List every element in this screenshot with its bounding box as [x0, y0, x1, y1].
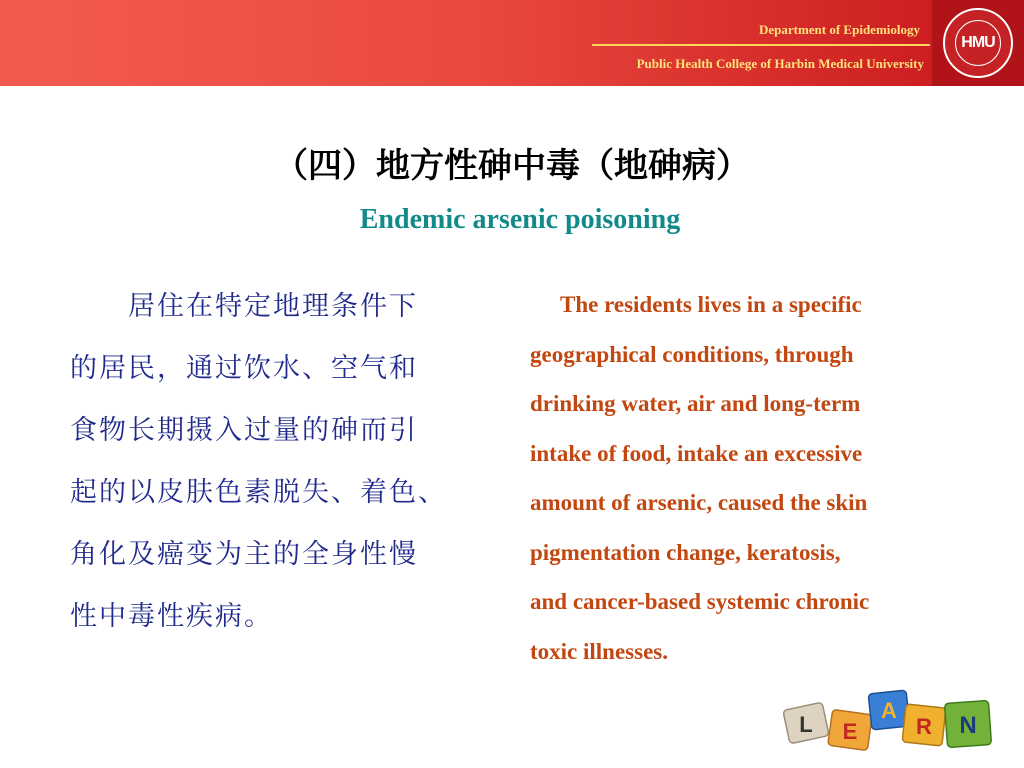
- learn-letter: R: [916, 714, 932, 739]
- en-line: toxic illnesses.: [530, 638, 668, 664]
- learn-letter: E: [842, 719, 858, 744]
- learn-puzzle-graphic: [780, 684, 1000, 764]
- puzzle-piece-r-icon: [902, 704, 946, 746]
- slide-title-chinese: （四）地方性砷中毒（地砷病）: [274, 146, 750, 186]
- en-line: intake of food, intake an excessive: [530, 440, 863, 466]
- header-divider: [592, 44, 930, 46]
- cn-line: 角化及癌变为主的全身性慢: [70, 539, 418, 570]
- college-label: Public Health College of Harbin Medical University: [636, 56, 924, 71]
- en-line: pigmentation change, keratosis,: [530, 539, 841, 565]
- university-logo: [932, 0, 1024, 86]
- chinese-paragraph: [70, 276, 518, 648]
- puzzle-piece-n-icon: [945, 701, 992, 748]
- en-line: The residents lives in a specific: [560, 292, 862, 317]
- puzzle-piece-l-icon: [783, 702, 829, 744]
- learn-letter: A: [881, 698, 897, 723]
- cn-line: 的居民，通过饮水、空气和: [70, 353, 418, 384]
- logo-seal-icon: [943, 8, 1013, 78]
- puzzle-piece-e-icon: [828, 709, 873, 750]
- department-label: Department of Epidemiology: [758, 22, 920, 37]
- slide-title-english: Endemic arsenic poisoning: [359, 204, 681, 235]
- cn-line: 食物长期摄入过量的砷而引: [70, 415, 418, 446]
- cn-line: 居住在特定地理条件下: [70, 291, 418, 322]
- learn-letter: L: [799, 712, 813, 737]
- en-line: geographical conditions, through: [530, 341, 854, 367]
- en-line: drinking water, air and long-term: [530, 391, 861, 416]
- en-line: and cancer-based systemic chronic: [530, 589, 870, 614]
- learn-letter: N: [959, 712, 977, 739]
- en-line: amount of arsenic, caused the skin: [530, 490, 868, 515]
- english-paragraph: [530, 280, 970, 676]
- cn-line: 性中毒性疾病。: [70, 601, 273, 632]
- logo-mark: [955, 20, 1001, 66]
- cn-line: 起的以皮肤色素脱失、着色、: [70, 477, 447, 508]
- logo-text: HMU: [961, 34, 995, 51]
- header-banner: [0, 0, 1024, 86]
